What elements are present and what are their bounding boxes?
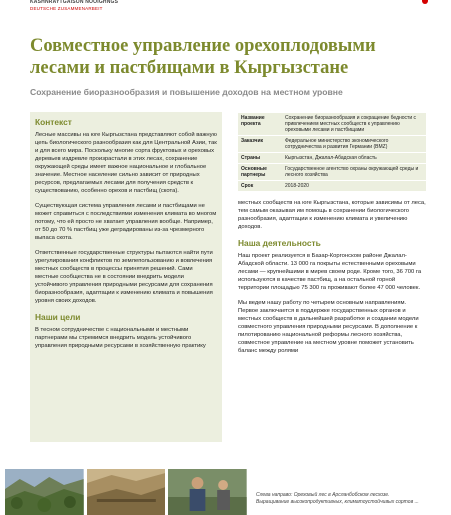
hillside-photo-image (87, 469, 166, 515)
goals-continuation: местных сообществ на юге Кыргызстана, которые зависимы от леса, тем самым оказывая им помощь в сохранении биологического разнообразия, адаптации к изменению климата и увеличению доходов. (238, 200, 426, 230)
context-paragraph: Существующая система управления лесами и пастбищами не может справиться с последствиями изменения климата во многом потому, что ей просто не хватает управления вообще. Например, от 50 до 70 % пастбищ уже деградированы из-за чрезмерного выпаса скота. (35, 203, 217, 241)
page-header (30, 0, 410, 16)
caption-line: Выращивание высокопродуктивных, климатоустойчивых сортов ... (256, 498, 419, 505)
forest-photo-image (5, 469, 84, 515)
activity-paragraph: Наш проект реализуется в Базар-Коргонском районе Джалал-Абадской области. 13 000 га покрыты естественными ореховыми лесами — крупнейшими в мирев своем роде. Кроме того, 36 700 га используются в качестве пастбищ, а на остальной горной территории площадью 75 300 га проживают более 47 000 человек. (238, 253, 422, 291)
activity-paragraph: Мы ведем нашу работу по четырем основным направлениям. Первое заключается в поддержке государственных органов и местных сообществ в дальнейшей разработке и создании модели совместного управления природными ресурсами. В дополнение к пилотированию национальной реформы лесного хозяйства, совместное управление на местном уровне поможет установить баланс между ролями (238, 300, 419, 354)
info-value: Федеральное министерство экономического сотрудничества и развития Германии (BMZ) (282, 136, 426, 153)
info-value: Государственное агентство охраны окружающей среды и лесного хозяйства (282, 164, 426, 181)
info-key: Заказчик (238, 136, 282, 153)
table-row (238, 153, 426, 164)
goals-heading: Наши цели (35, 312, 81, 322)
info-value: Кыргызстан, Джалал-Абадская область (282, 153, 426, 164)
activity-heading: Наша деятельность (238, 238, 321, 248)
info-key: Название проекта (238, 113, 282, 136)
caption-line: Слева направо: Ореховый лес в Арсланбобском лесхозе. (256, 492, 390, 498)
right-column (238, 112, 426, 362)
table-row (238, 181, 426, 192)
table-row (238, 113, 426, 136)
context-heading: Контекст (35, 117, 72, 127)
forest-photo (5, 469, 84, 515)
goals-paragraph: В тесном сотрудничестве с национальными и местными партнерами мы стремимся внедрить модель устойчивого управления природными ресурсами в хозяйственную практику (35, 327, 206, 349)
photo-caption (256, 492, 446, 505)
org-name-line2: DEUTSCHE ZUSAMMENARBEIT (30, 5, 103, 11)
photo-strip (5, 469, 247, 515)
org-name-line1: KASHNRAYTGAISON NOOIGHNGS (30, 0, 119, 5)
people-photo-image (168, 469, 247, 515)
logo-mark-icon (422, 0, 428, 4)
info-value: Сохранение биоразнообразия и сокращение бедности с привлечением местных сообществ к управлению ореховыми лесами и пастбищами (282, 113, 426, 136)
info-key: Страны (238, 153, 282, 164)
page-subtitle: Сохранение биоразнообразия и повышение доходов на местном уровне (30, 87, 343, 97)
people-photo (168, 469, 247, 515)
context-paragraph: Ответственные государственные структуры пытаются найти пути урегулирования конфликтов по землепользованию и вовлечения местных сообществ в процессы принятия решений. Сами местные сообщества не в состоянии внедрить модели устойчивого управления природными ресурсами для сохранения биоразнообразия, адаптации к изменению климата и повышения уровня своих доходов. (35, 250, 213, 304)
context-column (30, 112, 222, 442)
project-info-table (238, 112, 426, 191)
info-key: Основные партнеры (238, 164, 282, 181)
hillside-photo (87, 469, 166, 515)
info-key: Срок (238, 181, 282, 192)
page-title: Совместное управление орехоплодовыми лесами и пастбищами в Кыргызстане (30, 36, 376, 78)
context-paragraph: Лесные массивы на юге Кыргызстана представляют собой важную цепь биологического разнообразия как для Центральной Азии, так и для всего мира. Поскольку многие сорта фруктовых и ореховых деревьев издревле произрастали в этих лесах, сохранение окружающей среды имеет важное национальное и глобальное значение. Местное население сильно зависит от природных ресурсов, предлагаемых лесами для получения средств к существованию, особенно орехов и пастбищ (скота). (35, 132, 217, 194)
table-row (238, 164, 426, 181)
table-row (238, 136, 426, 153)
info-value: 2018-2020 (282, 181, 426, 192)
